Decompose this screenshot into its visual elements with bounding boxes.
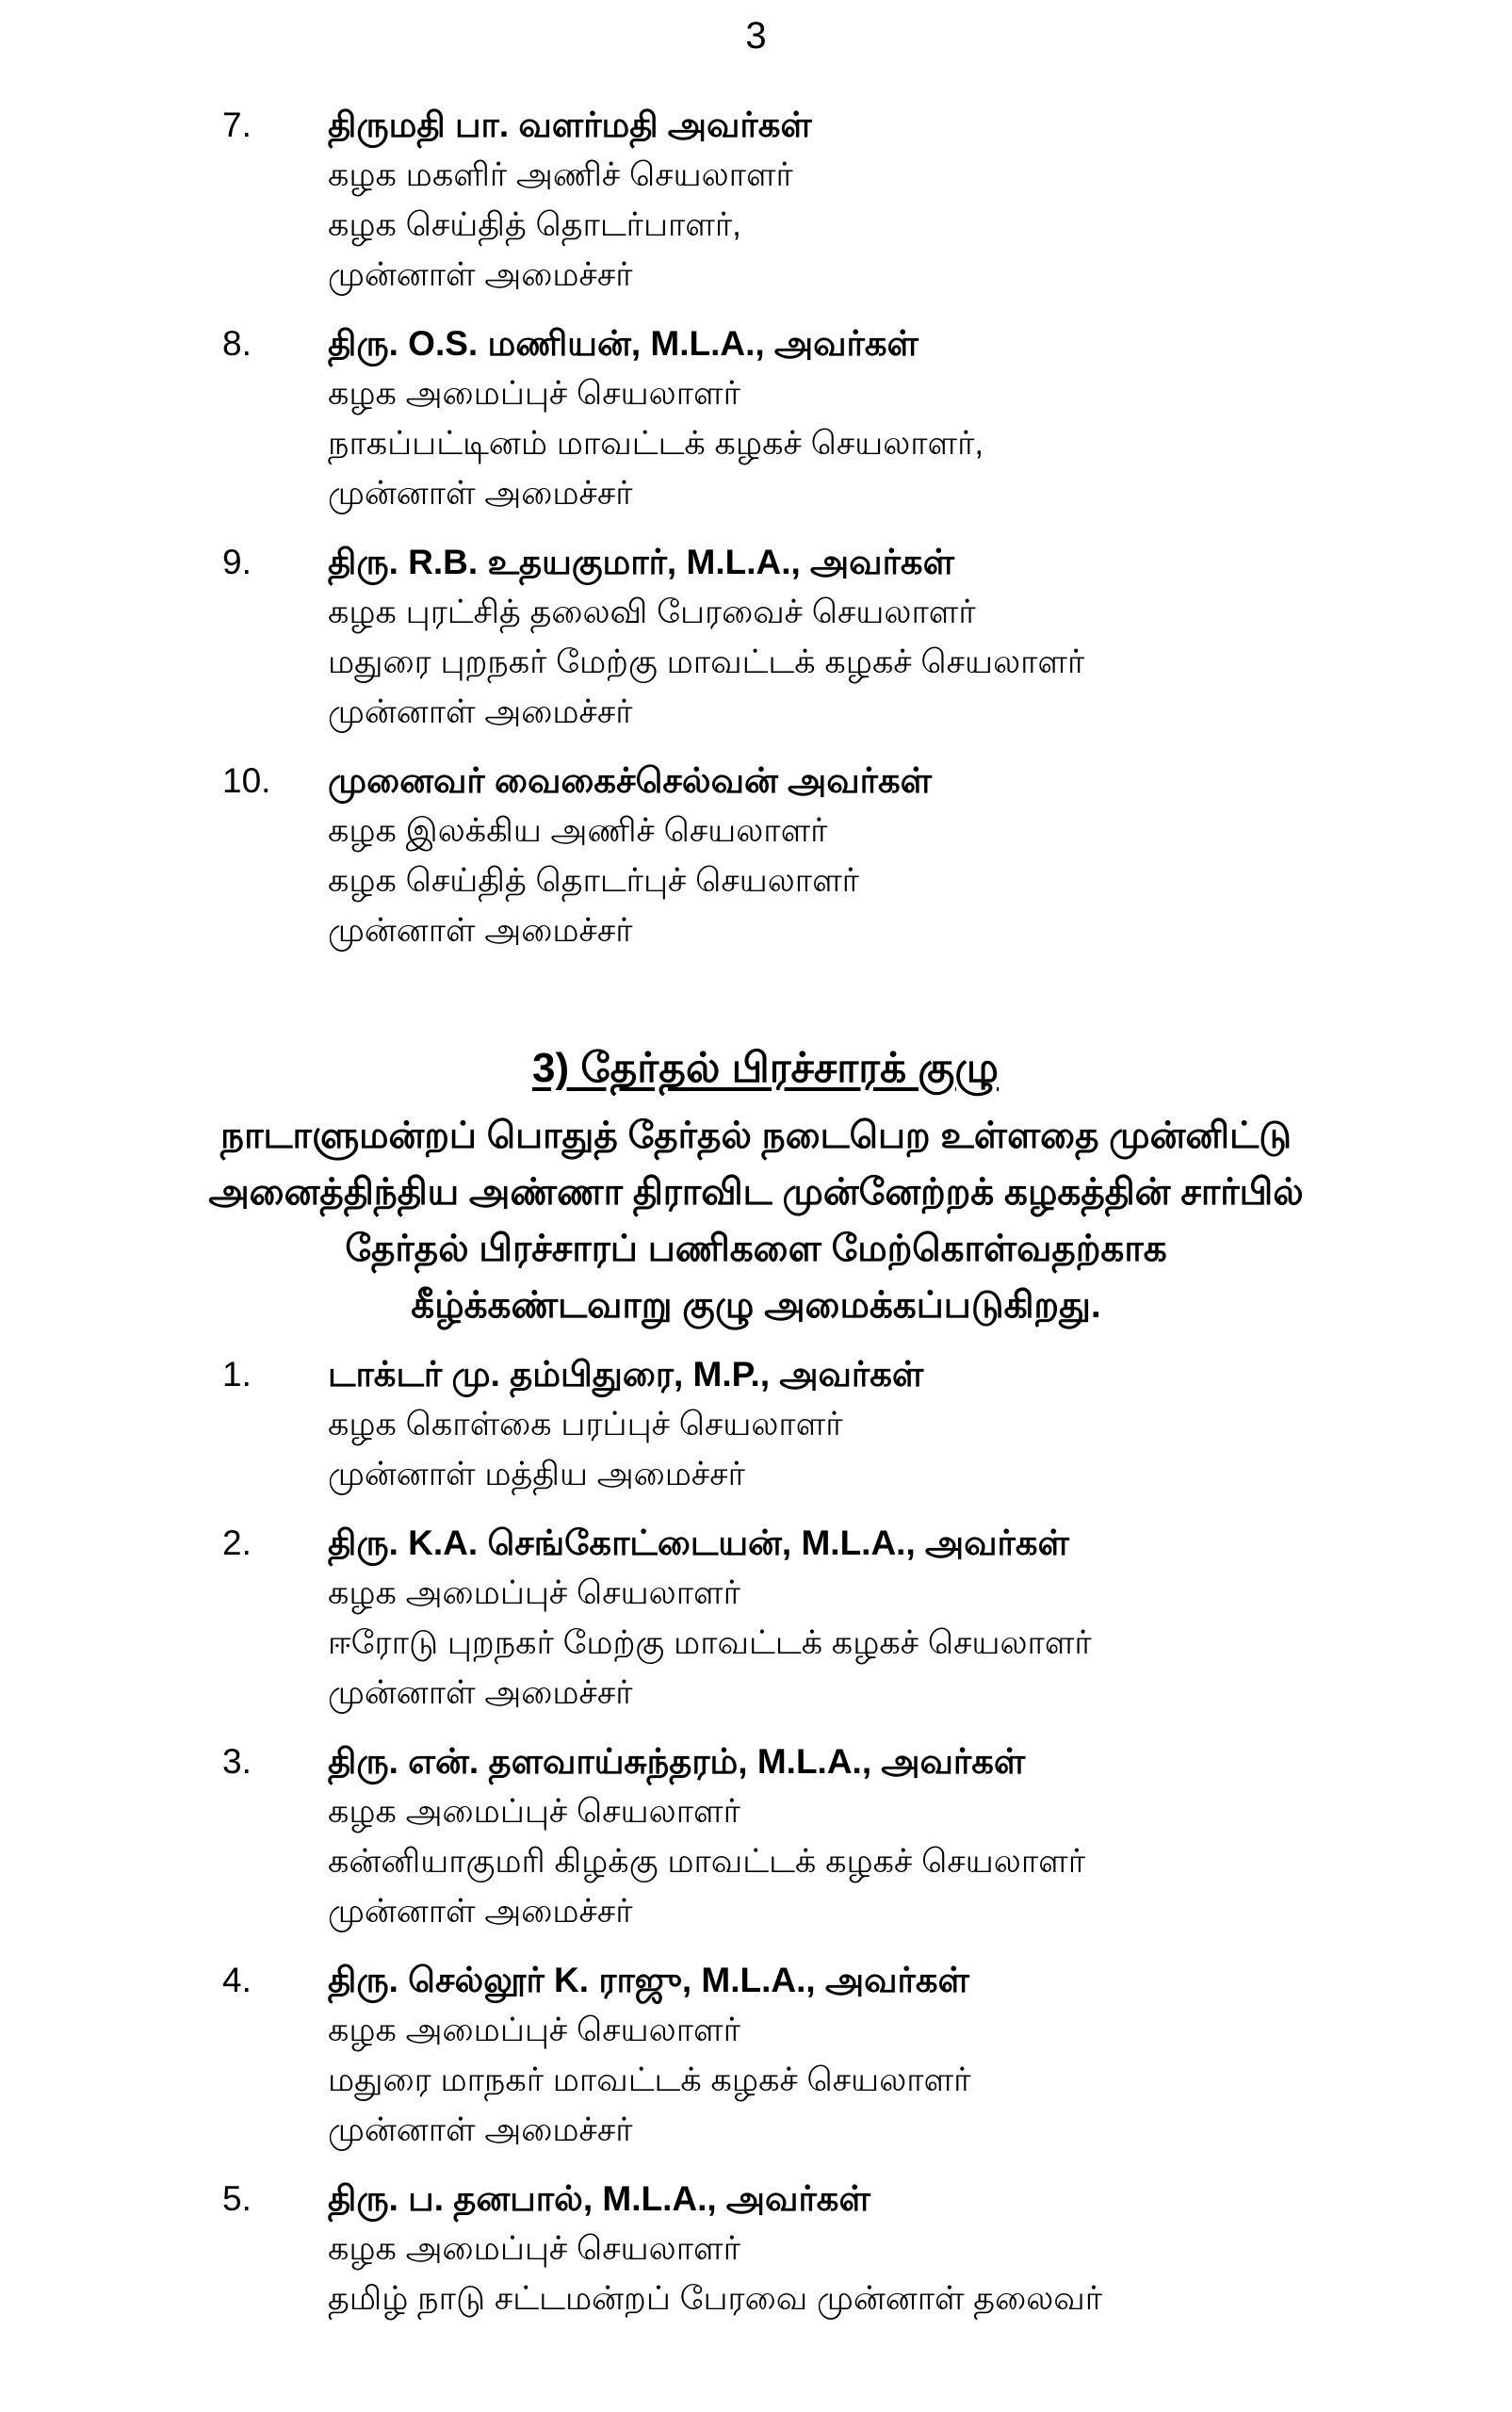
item-body (328, 756, 1512, 955)
member-role: ஈரோடு புறநகர் மேற்கு மாவட்டக் கழகச் செயலாளர் (328, 1624, 1092, 1661)
item-body (328, 100, 1512, 300)
member-name: திரு. செல்லூர் K. ராஜு, M.L.A., அவர்கள் (328, 1961, 969, 1999)
item-body (328, 2174, 1512, 2323)
section-title: 3) தேர்தல் பிரச்சாரக் குழு (532, 1045, 1000, 1091)
item-number: 10. (222, 761, 271, 800)
member-role: கழக அமைப்புச் செயலாளர் (328, 375, 740, 412)
member-role: முன்னாள் அமைச்சர் (328, 1674, 633, 1711)
item-number: 1. (222, 1355, 252, 1393)
member-role: தமிழ் நாடு சட்டமன்றப் பேரவை முன்னாள் தலைவர் (328, 2280, 1103, 2317)
member-name: திரு. K.A. செங்கோட்டையன், M.L.A., அவர்கள் (328, 1524, 1069, 1562)
member-role: கழக செய்தித் தொடர்புச் செயலாளர் (328, 862, 859, 899)
item-body (328, 1518, 1512, 1718)
member-role: கழக செய்தித் தொடர்பாளர், (328, 206, 741, 243)
member-name: முனைவர் வைகைச்செல்வன் அவர்கள் (328, 761, 933, 800)
member-name: திரு. O.S. மணியன், M.L.A., அவர்கள் (328, 324, 919, 363)
member-role: மதுரை புறநகர் மேற்கு மாவட்டக் கழகச் செயலாளர் (328, 644, 1085, 680)
member-list-top (0, 100, 1512, 974)
member-role: முன்னாள் அமைச்சர் (328, 256, 633, 293)
list-item (0, 1736, 1512, 1936)
item-number: 9. (222, 543, 252, 581)
section-intro (94, 1108, 1418, 1334)
list-item (0, 756, 1512, 955)
list-item (0, 1518, 1512, 1718)
item-body (328, 1349, 1512, 1499)
member-role: கன்னியாகுமரி கிழக்கு மாவட்டக் கழகச் செயலாளர் (328, 1843, 1085, 1880)
member-role: கழக புரட்சித் தலைவி பேரவைச் செயலாளர் (328, 594, 976, 630)
item-number: 5. (222, 2179, 252, 2218)
member-role: கழக அமைப்புச் செயலாளர் (328, 2230, 740, 2267)
list-item (0, 318, 1512, 518)
member-role: கழக இலக்கிய அணிச் செயலாளர் (328, 812, 828, 849)
member-role: மதுரை மாநகர் மாவட்டக் கழகச் செயலாளர் (328, 2062, 971, 2098)
member-name: திரு. என். தளவாய்சுந்தரம், M.L.A., அவர்கள் (328, 1742, 1026, 1781)
item-number: 3. (222, 1742, 252, 1781)
item-number: 4. (222, 1961, 252, 1999)
member-name: திருமதி பா. வளர்மதி அவர்கள் (328, 106, 812, 144)
intro-line: நாடாளுமன்றப் பொதுத் தேர்தல் நடைபெற உள்ளதை முன்னிட்டு (220, 1116, 1292, 1156)
page-number: 3 (745, 15, 767, 57)
intro-line: கீழ்க்கண்டவாறு குழு அமைக்கப்படுகிறது. (411, 1285, 1101, 1326)
member-role: முன்னாள் அமைச்சர் (328, 475, 633, 512)
list-item (0, 2174, 1512, 2323)
member-role: முன்னாள் அமைச்சர் (328, 1893, 633, 1930)
member-role: முன்னாள் மத்திய அமைச்சர் (328, 1456, 745, 1492)
member-role: முன்னாள் அமைச்சர் (328, 2111, 633, 2148)
member-role: முன்னாள் அமைச்சர் (328, 693, 633, 730)
item-number: 8. (222, 324, 252, 363)
list-item (0, 1955, 1512, 2155)
list-item (0, 100, 1512, 300)
member-role: கழக கொள்கை பரப்புச் செயலாளர் (328, 1406, 843, 1442)
list-item (0, 1349, 1512, 1499)
item-body (328, 1955, 1512, 2155)
item-body (328, 318, 1512, 518)
member-name: திரு. ப. தனபால், M.L.A., அவர்கள் (328, 2179, 870, 2218)
member-role: முன்னாள் அமைச்சர் (328, 912, 633, 949)
item-body (328, 537, 1512, 737)
item-number: 2. (222, 1524, 252, 1562)
member-role: கழக அமைப்புச் செயலாளர் (328, 2012, 740, 2048)
intro-line: அனைத்திந்திய அண்ணா திராவிட முன்னேற்றக் கழகத்தின் சார்பில் (208, 1172, 1304, 1213)
member-name: திரு. R.B. உதயகுமார், M.L.A., அவர்கள் (328, 543, 954, 581)
member-role: கழக அமைப்புச் செயலாளர் (328, 1793, 740, 1830)
list-item (0, 537, 1512, 737)
intro-line: தேர்தல் பிரச்சாரப் பணிகளை மேற்கொள்வதற்காக (345, 1229, 1167, 1269)
member-role: கழக அமைப்புச் செயலாளர் (328, 1574, 740, 1611)
member-name: டாக்டர் மு. தம்பிதுரை, M.P., அவர்கள் (328, 1355, 924, 1393)
member-role: கழக மகளிர் அணிச் செயலாளர் (328, 156, 793, 193)
item-number: 7. (222, 106, 252, 144)
member-role: நாகப்பட்டினம் மாவட்டக் கழகச் செயலாளர், (328, 425, 984, 462)
item-body (328, 1736, 1512, 1936)
member-list-bottom (0, 1349, 1512, 2342)
